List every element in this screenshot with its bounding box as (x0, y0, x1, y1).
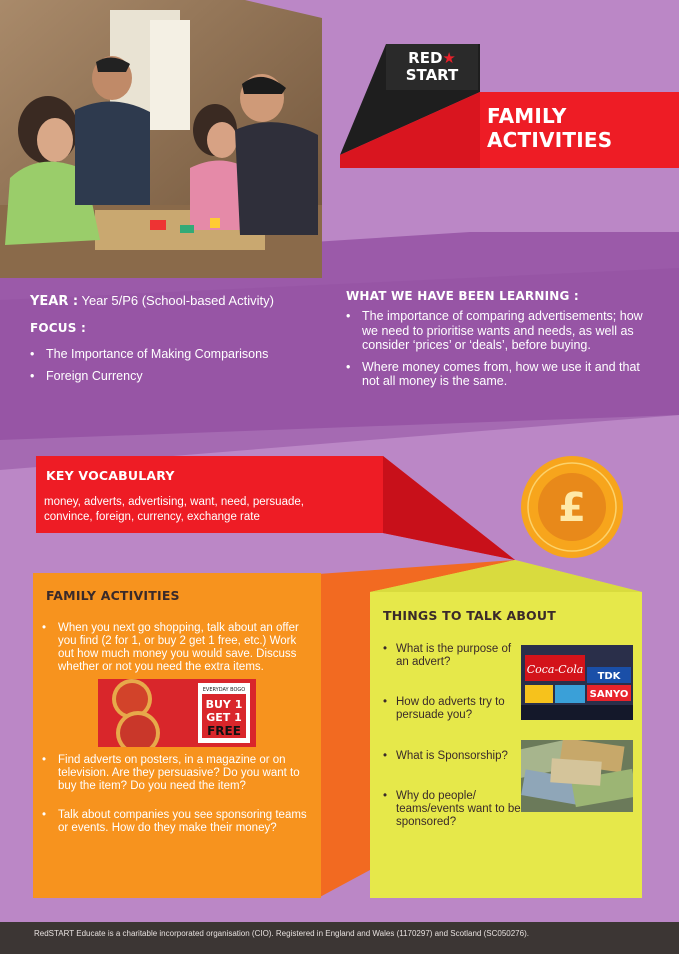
activities-heading: FAMILY ACTIVITIES (46, 588, 180, 603)
focus-item: • The Importance of Making Comparisons (30, 343, 330, 365)
billboard-brand2: TDK (597, 671, 621, 682)
learning-heading: WHAT WE HAVE BEEN LEARNING : (346, 289, 579, 303)
coin-symbol: £ (558, 485, 586, 531)
billboard-brand1: Coca-Cola (526, 663, 584, 676)
billboard-brand3: SANYO (589, 689, 629, 700)
talk-heading: THINGS TO TALK ABOUT (383, 608, 556, 623)
activity-item-text: When you next go shopping, talk about an offer you find (2 for 1, or buy 2 get 1 free, etc.) Work out how much money you would save. Discuss whether or not you need the extra items. (58, 622, 299, 673)
focus-item: • Foreign Currency (30, 365, 330, 387)
focus-list (30, 343, 330, 387)
banknotes-image (521, 740, 633, 812)
footer-text: RedSTART Educate is a charitable incorporated organisation (CIO). Registered in England and Wales (1170297) and Scotland (SC050276). (34, 929, 529, 938)
vocab-heading: KEY VOCABULARY (46, 468, 175, 483)
page-title (487, 104, 667, 152)
logo-text-red: RED (408, 49, 443, 67)
pizza-ad-line1: BUY 1 (205, 698, 243, 711)
learning-item: • The importance of comparing advertisements; how we need to prioritise wants and needs, as well as consider ‘prices’ or ‘deals’, before buying. (346, 309, 651, 353)
footer (0, 922, 679, 954)
pound-coin-icon (520, 455, 624, 559)
focus-heading: FOCUS : (30, 321, 86, 335)
talk-question: • How do adverts try to persuade you? (383, 696, 526, 722)
talk-question: • Why do people/ teams/events want to be sponsored? (383, 790, 526, 829)
talk-question: • What is the purpose of an advert? (383, 643, 526, 669)
redstart-logo (386, 44, 478, 90)
pizza-ad-line3: FREE (207, 724, 241, 738)
billboard-image (521, 645, 633, 720)
learning-list (346, 309, 651, 396)
star-icon: ★ (442, 49, 456, 67)
vocab-text: money, adverts, advertising, want, need, persuade, convince, foreign, currency, exchange rate (44, 496, 304, 523)
learning-item: • Where money comes from, how we use it and that not all money is the same. (346, 360, 651, 389)
talk-question: • What is Sponsorship? (383, 750, 526, 763)
activity-item: • Talk about companies you see sponsoring teams or events. How do they make their money? (42, 809, 312, 835)
year-line (30, 293, 274, 309)
family-photo (0, 0, 322, 278)
year-label: YEAR : (30, 294, 79, 309)
pizza-ad-line2: GET 1 (206, 711, 242, 724)
year-value: Year 5/P6 (School-based Activity) (78, 293, 274, 308)
logo-text-start: START (405, 66, 459, 84)
page-title-line1: FAMILY (487, 104, 567, 128)
activity-item: • Find adverts on posters, in a magazine or on television. Are they persuasive? Do you want to buy the item? Do you need the item? (42, 754, 312, 793)
pizza-offer-image (98, 679, 256, 747)
pizza-ad-small: EVERYDAY BOGO (202, 687, 246, 693)
page-title-line2: ACTIVITIES (487, 128, 613, 152)
